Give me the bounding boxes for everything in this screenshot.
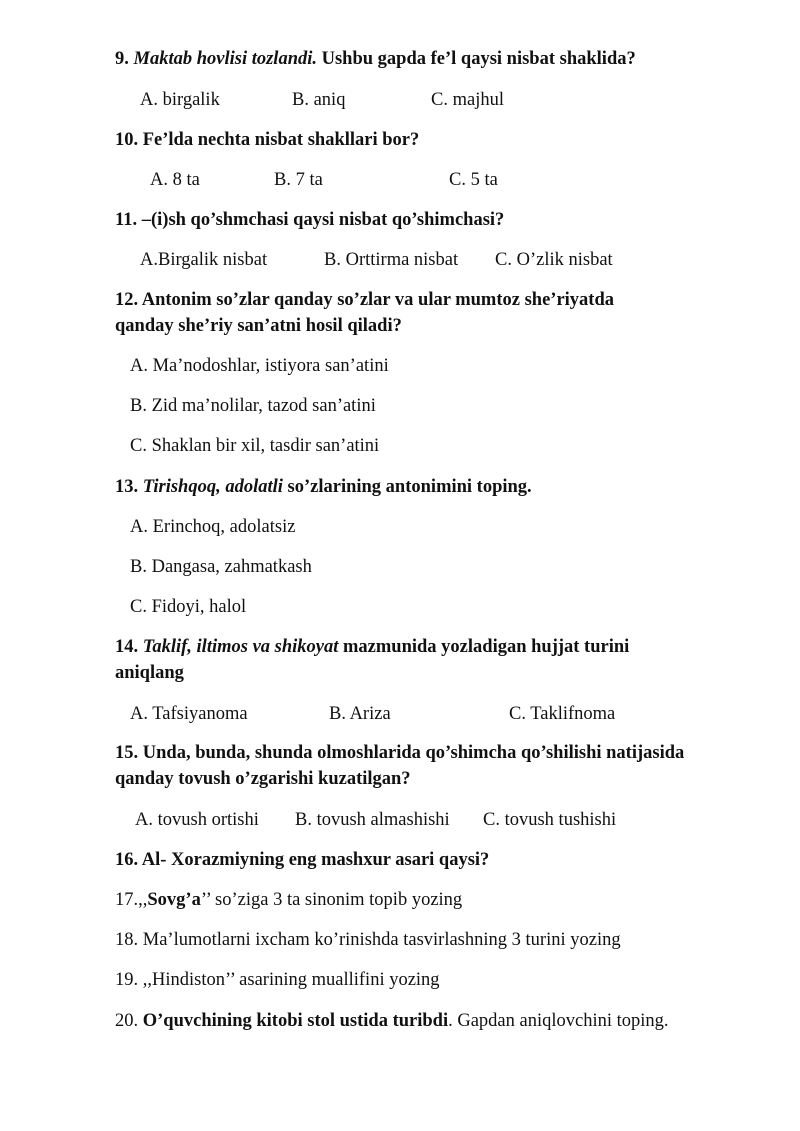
question-italic-phrase: Maktab hovlisi tozlandi. xyxy=(133,49,317,69)
question-text: ’’ so’ziga 3 ta sinonim topib yozing xyxy=(200,890,463,910)
question-text: mazmunida yozladigan hujjat turini xyxy=(338,637,630,657)
option-b: B. 7 ta xyxy=(274,170,323,190)
option-c: C. Taklifnoma xyxy=(509,704,616,724)
option-b: B. tovush almashishi xyxy=(295,810,450,830)
question-bold-word: Sovg’a xyxy=(147,890,201,910)
question-italic-phrase: Tirishqoq, adolatli xyxy=(142,477,283,497)
option-b: B. Ariza xyxy=(329,704,391,724)
option-b: B. aniq xyxy=(292,90,346,110)
question-number: 14. xyxy=(115,637,139,657)
option-c: C. Fidoyi, halol xyxy=(130,597,247,617)
option-a: A. tovush ortishi xyxy=(135,810,259,830)
option-c: C. majhul xyxy=(431,90,504,110)
question-13 xyxy=(115,475,532,499)
option-a: A. birgalik xyxy=(140,90,220,110)
option-b: B. Dangasa, zahmatkash xyxy=(130,557,312,577)
option-a: A. Ma’nodoshlar, istiyora san’atini xyxy=(130,356,389,376)
question-number: 13. xyxy=(115,477,139,497)
question-10: 10. Fe’lda nechta nisbat shakllari bor? xyxy=(115,130,420,150)
question-text: Ushbu gapda fe’l qaysi nisbat shaklida? xyxy=(317,49,636,69)
question-14-line-1 xyxy=(115,635,629,659)
question-14-line-2: aniqlang xyxy=(115,663,184,683)
question-italic-phrase: Taklif, iltimos va shikoyat xyxy=(142,637,339,657)
option-b: B. Zid ma’nolilar, tazod san’atini xyxy=(130,396,376,416)
question-11: 11. –(i)sh qo’shmchasi qaysi nisbat qo’shimchasi? xyxy=(115,210,505,230)
question-number: 9. xyxy=(115,49,129,69)
option-a: A.Birgalik nisbat xyxy=(140,250,268,270)
question-19: 19. ,,Hindiston’’ asarining muallifini yozing xyxy=(115,970,440,990)
question-number: 17.,, xyxy=(115,890,148,910)
question-15-line-1: 15. Unda, bunda, shunda olmoshlarida qo’shimcha qo’shilishi natijasida xyxy=(115,743,685,763)
question-12-line-2: qanday she’riy san’atni hosil qiladi? xyxy=(115,316,402,336)
option-c: C. tovush tushishi xyxy=(483,810,617,830)
option-a: A. 8 ta xyxy=(150,170,200,190)
option-a: A. Tafsiyanoma xyxy=(130,704,248,724)
question-12-line-1: 12. Antonim so’zlar qanday so’zlar va ular mumtoz she’riyatda xyxy=(115,290,614,310)
option-b: B. Orttirma nisbat xyxy=(324,250,459,270)
question-text: . Gapdan aniqlovchini toping. xyxy=(448,1011,669,1031)
question-9 xyxy=(115,47,636,71)
question-bold-sentence: O’quvchining kitobi stol ustida turibdi xyxy=(142,1011,449,1031)
question-17 xyxy=(115,888,462,912)
question-20 xyxy=(115,1009,669,1033)
question-16: 16. Al- Xorazmiyning eng mashxur asari qaysi? xyxy=(115,850,490,870)
question-15-line-2: qanday tovush o’zgarishi kuzatilgan? xyxy=(115,769,411,789)
question-number: 20. xyxy=(115,1011,139,1031)
question-text: so’zlarining antonimini toping. xyxy=(282,477,532,497)
question-18: 18. Ma’lumotlarni ixcham ko’rinishda tasvirlashning 3 turini yozing xyxy=(115,930,621,950)
option-c: C. Shaklan bir xil, tasdir san’atini xyxy=(130,436,380,456)
option-c: C. O’zlik nisbat xyxy=(495,250,613,270)
option-a: A. Erinchoq, adolatsiz xyxy=(130,517,296,537)
option-c: C. 5 ta xyxy=(449,170,498,190)
